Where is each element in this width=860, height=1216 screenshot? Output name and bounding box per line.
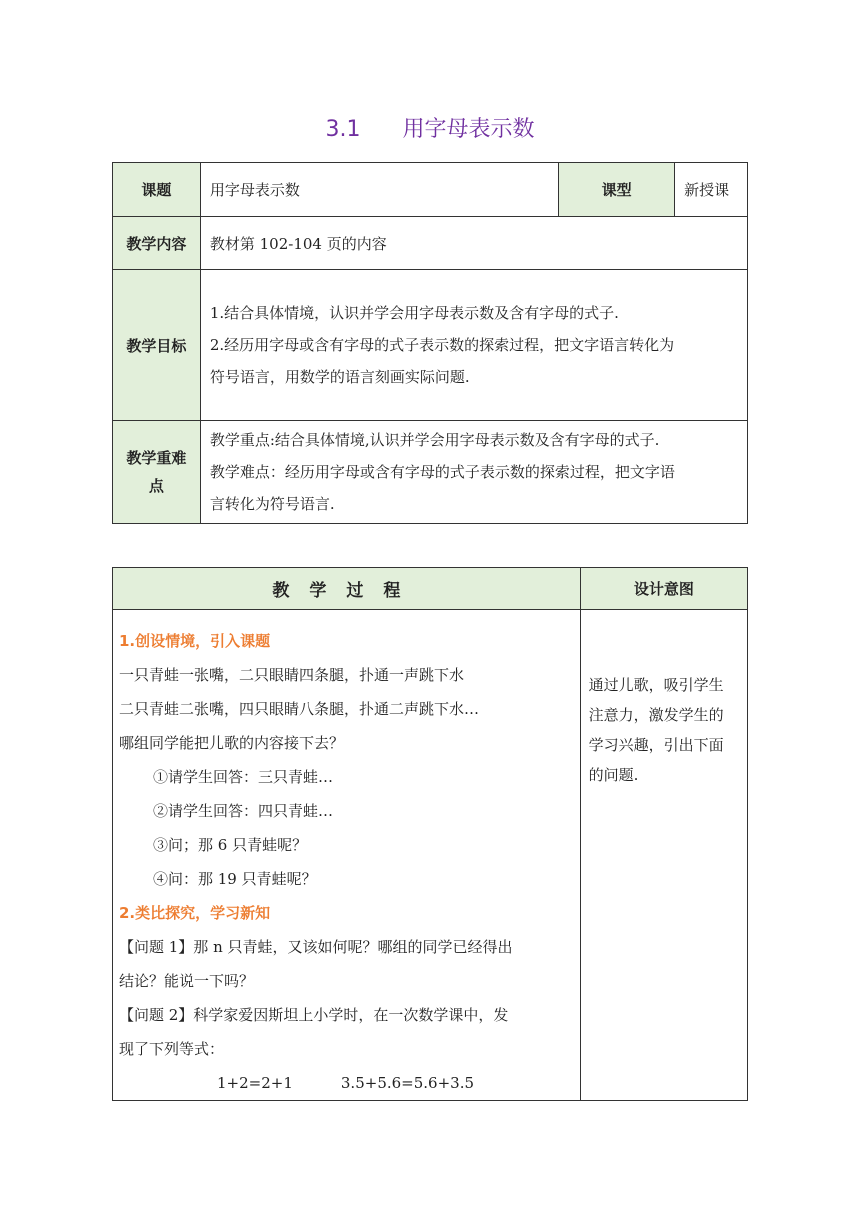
problem-line: 结论？能说一下吗？ (119, 972, 255, 990)
topic-row (113, 163, 748, 217)
question-item: ④问：那 19 只青蛙呢？ (153, 870, 317, 888)
title-text: 用字母表示数 (402, 117, 535, 142)
goals-label: 教学目标 (113, 270, 201, 421)
process-header-row (113, 568, 748, 610)
content-value: 教材第 102-104 页的内容 (200, 217, 747, 270)
keys-label-line: 点 (148, 477, 164, 495)
content-label: 教学内容 (113, 217, 201, 270)
keys-label (113, 421, 201, 524)
topic-value: 用字母表示数 (200, 163, 558, 217)
equation: 3.5+5.6=5.6+3.5 (340, 1074, 475, 1092)
design-intent (580, 610, 747, 1101)
song-line: 一只青蛙一张嘴，二只眼睛四条腿，扑通一声跳下水 (119, 666, 465, 684)
goal-line: 2.经历用字母或含有字母的式子表示数的探索过程，把文字语言转化为 (209, 336, 675, 354)
type-label: 课型 (559, 163, 675, 217)
keys-text (200, 421, 747, 524)
song-line: 哪组同学能把儿歌的内容接下去？ (119, 734, 345, 752)
intent-line: 通过儿歌，吸引学生 (588, 676, 724, 694)
goals-text (200, 270, 747, 421)
process-content (113, 610, 581, 1101)
key-line: 言转化为符号语言. (209, 495, 335, 513)
intent-line: 注意力，激发学生的 (588, 706, 724, 724)
song-line: 二只青蛙二张嘴，四只眼睛八条腿，扑通二声跳下水… (119, 700, 480, 718)
goal-line: 1.结合具体情境，认识并学会用字母表示数及含有字母的式子. (209, 304, 619, 322)
equation: 1+2=2+1 (217, 1074, 293, 1092)
goals-row (113, 270, 748, 421)
topic-label: 课题 (113, 163, 201, 217)
teaching-process-table (112, 567, 748, 1101)
equation-line (119, 1066, 574, 1100)
keys-row (113, 421, 748, 524)
intent-header: 设计意图 (580, 568, 747, 610)
type-value: 新授课 (675, 163, 748, 217)
question-item: ③问；那 6 只青蛙呢？ (153, 836, 308, 854)
lesson-info-table (112, 162, 748, 524)
question-item: ①请学生回答：三只青蛙… (153, 768, 334, 786)
keys-label-line: 教学重难 (126, 449, 187, 467)
key-line: 教学难点：经历用字母或含有字母的式子表示数的探索过程，把文字语 (209, 463, 675, 481)
content-row (113, 217, 748, 270)
problem-line: 【问题 1】那 n 只青蛙，又该如何呢？哪组的同学已经得出 (119, 938, 513, 956)
section-2-title: 2.类比探究，学习新知 (119, 904, 271, 922)
intent-line: 的问题. (588, 766, 639, 784)
problem-line: 现了下列等式： (119, 1040, 225, 1058)
process-body-row (113, 610, 748, 1101)
process-header: 教学过程 (113, 568, 581, 610)
goal-line: 符号语言，用数学的语言刻画实际问题. (209, 368, 470, 386)
problem-line: 【问题 2】科学家爱因斯坦上小学时，在一次数学课中，发 (119, 1006, 509, 1024)
title-number: 3.1 (325, 117, 361, 142)
question-item: ②请学生回答：四只青蛙… (153, 802, 334, 820)
intent-line: 学习兴趣，引出下面 (588, 736, 724, 754)
section-1-title: 1.创设情境，引入课题 (119, 632, 271, 650)
page-title (0, 112, 860, 143)
key-line: 教学重点:结合具体情境,认识并学会用字母表示数及含有字母的式子. (209, 431, 660, 449)
